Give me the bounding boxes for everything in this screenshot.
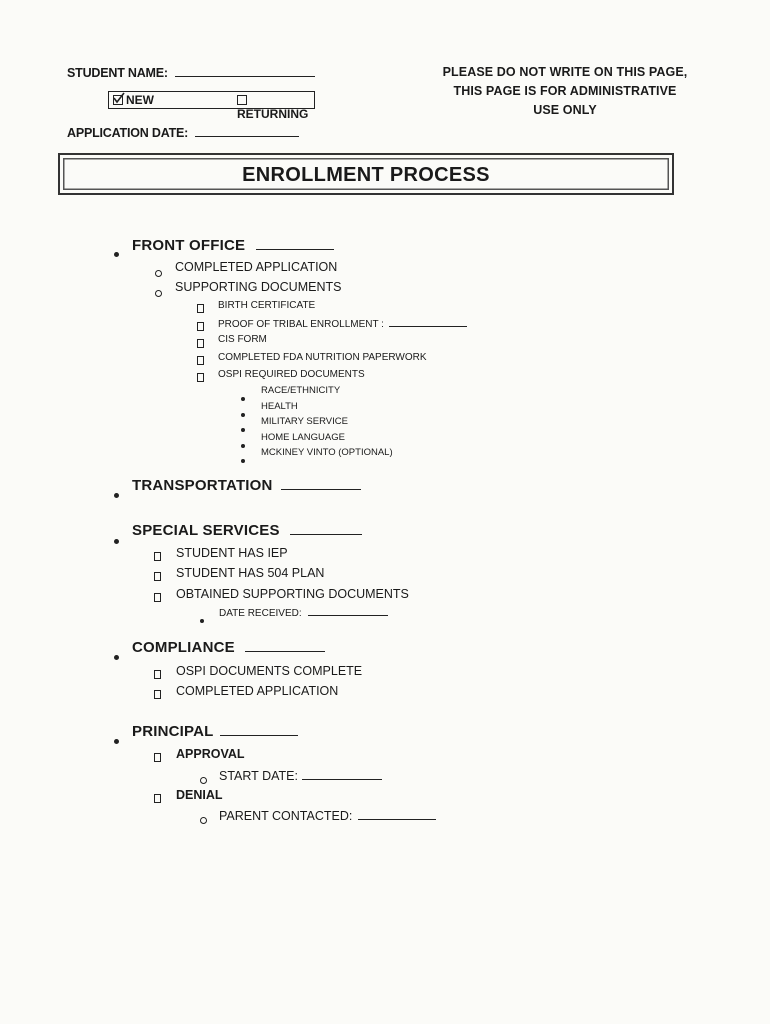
- principal-heading: [132, 723, 298, 740]
- admin-note-line-3: USE ONLY: [533, 103, 597, 117]
- front-office-heading: [132, 237, 334, 254]
- ospi-item-health: HEALTH: [261, 401, 298, 412]
- bullet-icon: [114, 531, 119, 549]
- student-name-label: STUDENT NAME:: [67, 66, 168, 80]
- new-label: NEW: [126, 93, 154, 107]
- circle-bullet-icon: [155, 284, 162, 302]
- start-date-label: START DATE:: [219, 769, 298, 783]
- front-office-item-1: COMPLETED APPLICATION: [175, 260, 338, 274]
- principal-field[interactable]: [220, 723, 298, 736]
- parent-contacted-field[interactable]: [358, 807, 436, 820]
- circle-bullet-icon: [200, 771, 207, 789]
- special-services-item-iep: STUDENT HAS IEP: [176, 546, 288, 560]
- front-office-field[interactable]: [256, 237, 334, 250]
- admin-note: [420, 63, 710, 120]
- bullet-icon: [114, 244, 119, 262]
- ospi-item-military: MILITARY SERVICE: [261, 416, 348, 427]
- new-option[interactable]: [113, 93, 154, 107]
- denial-label: DENIAL: [176, 788, 223, 802]
- checkbox-icon[interactable]: [154, 790, 161, 808]
- circle-bullet-icon: [155, 264, 162, 282]
- date-received-row: [219, 606, 388, 619]
- check-mark-icon: [113, 92, 125, 104]
- transportation-field[interactable]: [281, 477, 361, 490]
- title-box: [58, 153, 674, 195]
- small-bullet-icon: [241, 450, 245, 468]
- checkbox-icon[interactable]: [197, 318, 204, 336]
- ospi-item-language: HOME LANGUAGE: [261, 432, 345, 443]
- returning-checkbox[interactable]: [237, 95, 247, 105]
- small-bullet-icon: [200, 610, 204, 628]
- page-title: ENROLLMENT PROCESS: [242, 164, 490, 186]
- document-tribal-enrollment: PROOF OF TRIBAL ENROLLMENT :: [218, 317, 467, 330]
- parent-contacted-label: PARENT CONTACTED:: [219, 809, 353, 823]
- returning-label: RETURNING: [237, 107, 309, 121]
- application-date-label: APPLICATION DATE:: [67, 126, 189, 140]
- principal-label: PRINCIPAL: [132, 723, 214, 740]
- compliance-item-application: COMPLETED APPLICATION: [176, 684, 339, 698]
- checkbox-icon[interactable]: [197, 335, 204, 353]
- compliance-field[interactable]: [245, 639, 325, 652]
- ospi-item-race: RACE/ETHNICITY: [261, 385, 341, 396]
- checkbox-icon[interactable]: [197, 300, 204, 318]
- document-ospi-required: OSPI REQUIRED DOCUMENTS: [218, 369, 365, 380]
- bullet-icon: [114, 647, 119, 665]
- student-name-field[interactable]: [175, 64, 315, 77]
- compliance-item-ospi: OSPI DOCUMENTS COMPLETE: [176, 664, 363, 678]
- checkbox-icon[interactable]: [154, 589, 161, 607]
- transportation-label: TRANSPORTATION: [132, 477, 273, 494]
- admin-note-line-1: PLEASE DO NOT WRITE ON THIS PAGE,: [442, 65, 688, 79]
- document-cis-form: CIS FORM: [218, 334, 267, 345]
- checkbox-icon[interactable]: [154, 548, 161, 566]
- transportation-heading: [132, 477, 361, 494]
- approval-label: APPROVAL: [176, 747, 245, 761]
- start-date-row: [219, 767, 382, 783]
- new-checkbox[interactable]: [113, 95, 123, 105]
- checkbox-icon[interactable]: [197, 352, 204, 370]
- compliance-label: COMPLIANCE: [132, 639, 235, 656]
- date-received-field[interactable]: [308, 606, 388, 616]
- document-fda-nutrition: COMPLETED FDA NUTRITION PAPERWORK: [218, 352, 427, 363]
- checkbox-icon[interactable]: [154, 749, 161, 767]
- start-date-field[interactable]: [302, 767, 382, 780]
- special-services-item-504: STUDENT HAS 504 PLAN: [176, 566, 325, 580]
- student-name-row: [67, 64, 315, 80]
- bullet-icon: [114, 731, 119, 749]
- special-services-item-docs: OBTAINED SUPPORTING DOCUMENTS: [176, 587, 409, 601]
- tribal-enrollment-field[interactable]: [389, 317, 467, 327]
- parent-contacted-row: [219, 807, 436, 823]
- enrollment-type-box: [108, 91, 315, 121]
- date-received-label: DATE RECEIVED:: [219, 608, 302, 619]
- special-services-label: SPECIAL SERVICES: [132, 522, 280, 539]
- bullet-icon: [114, 485, 119, 503]
- application-date-field[interactable]: [195, 124, 299, 137]
- special-services-field[interactable]: [290, 522, 362, 535]
- returning-option[interactable]: [237, 93, 314, 121]
- checkbox-icon[interactable]: [154, 686, 161, 704]
- admin-note-line-2: THIS PAGE IS FOR ADMINISTRATIVE: [453, 84, 677, 98]
- ospi-item-mckinney: MCKINEY VINTO (OPTIONAL): [261, 447, 393, 458]
- compliance-heading: [132, 639, 325, 656]
- checkbox-icon[interactable]: [197, 369, 204, 387]
- checkbox-icon[interactable]: [154, 666, 161, 684]
- front-office-item-2: SUPPORTING DOCUMENTS: [175, 280, 342, 294]
- application-date-row: [67, 124, 299, 140]
- front-office-label: FRONT OFFICE: [132, 237, 246, 254]
- circle-bullet-icon: [200, 811, 207, 829]
- special-services-heading: [132, 522, 362, 539]
- document-birth-certificate: BIRTH CERTIFICATE: [218, 300, 316, 311]
- checkbox-icon[interactable]: [154, 568, 161, 586]
